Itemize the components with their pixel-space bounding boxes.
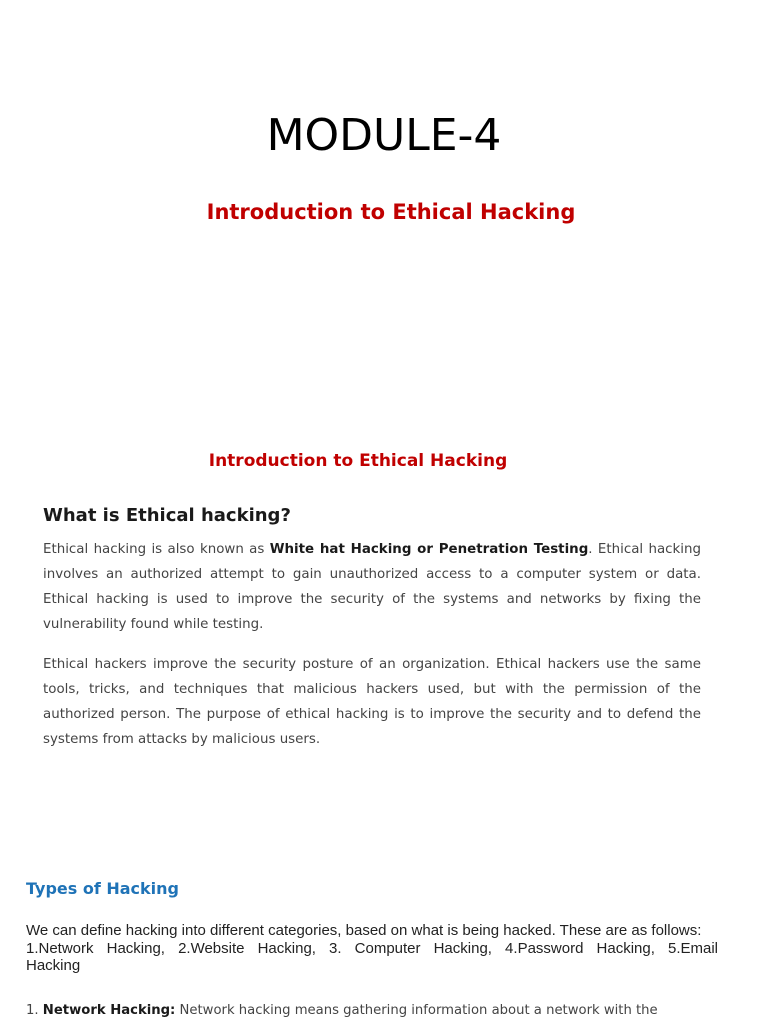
ethical-hackers-paragraph: Ethical hackers improve the security posture of an organization. Ethical hackers use the same tools, tricks, and techniques that malicious hackers used, but with the permission of the authorized person. The purpose of ethical hacking is to improve the security and to defend the systems from attacks by malicious users. [43, 657, 701, 747]
definition-rest: . Ethical hacking involves an authorized attempt to gain unauthorized access to a computer system or data. Ethical hacking is used to improve the security of the systems and networks by fixing the vulnerability found while testing. [43, 542, 701, 632]
definition-paragraph [43, 537, 701, 637]
section-heading: Introduction to Ethical Hacking [208, 451, 508, 471]
question-heading: What is Ethical hacking? [43, 505, 291, 526]
module-subtitle: Introduction to Ethical Hacking [206, 200, 576, 224]
types-list-last: Hacking [26, 957, 81, 974]
types-list-line: 1.Network Hacking, 2.Website Hacking, 3. Computer Hacking, 4.Password Hacking, 5.Email [26, 939, 718, 957]
list-item-number: 1. [26, 1003, 39, 1018]
types-heading: Types of Hacking [26, 879, 180, 898]
types-intro-paragraph [26, 922, 718, 975]
types-intro-text: We can define hacking into different categories, based on what is being hacked. These are as follows: [26, 922, 702, 939]
list-item-network-hacking [26, 1001, 726, 1021]
definition-lead: Ethical hacking is also known as [43, 542, 270, 557]
module-title: MODULE-4 [266, 110, 502, 161]
list-item-text: Network hacking means gathering information about a network with the [175, 1003, 658, 1018]
definition-bold-term: White hat Hacking or Penetration Testing [269, 542, 589, 557]
list-item-label: Network Hacking: [42, 1003, 176, 1018]
